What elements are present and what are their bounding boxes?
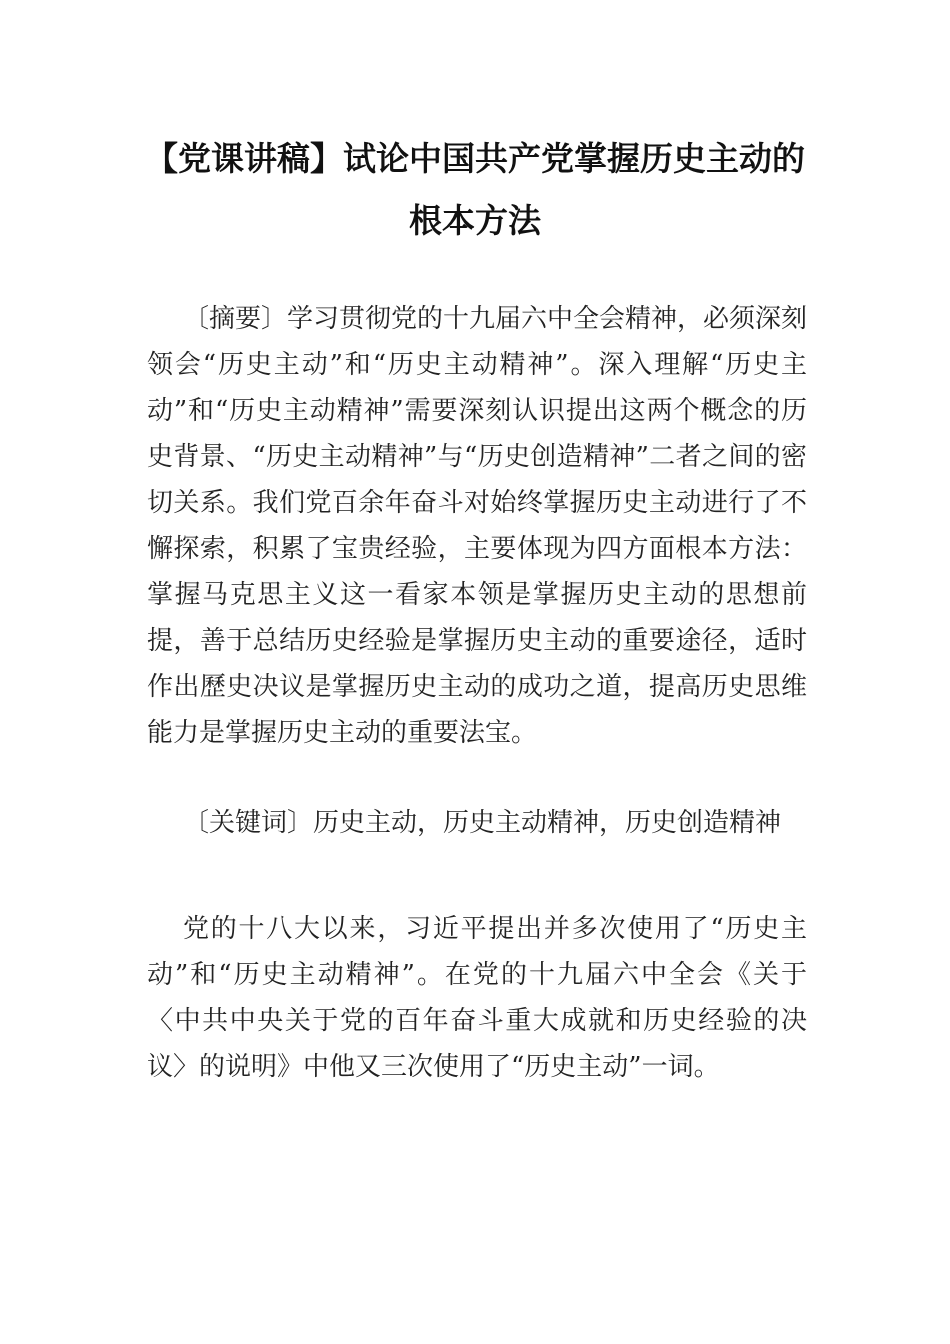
- keywords-paragraph: 〔关键词〕历史主动，历史主动精神，历史创造精神: [183, 808, 782, 838]
- document-title-line-2: 根本方法: [409, 201, 541, 240]
- body-paragraph: 党的十八大以来，习近平提出并多次使用了“历史主动”和“历史主动精神”。在党的十九届六中全会《关于〈中共中央关于党的百年奋斗重大成就和历史经验的决议〉的说明》中他又三次使用了“历史主动”一词。: [147, 914, 807, 1082]
- abstract-paragraph: 〔摘要〕学习贯彻党的十九届六中全会精神，必须深刻领会“历史主动”和“历史主动精神”。深入理解“历史主动”和“历史主动精神”需要深刻认识提出这两个概念的历史背景、“历史主动精神”与“历史创造精神”二者之间的密切关系。我们党百余年奋斗对始终掌握历史主动进行了不懈探索，积累了宝贵经验，主要体现为四方面根本方法：掌握马克思主义这一看家本领是掌握历史主动的思想前提，善于总结历史经验是掌握历史主动的重要途径，适时作出歷史决议是掌握历史主动的成功之道，提高历史思维能力是掌握历史主动的重要法宝。: [147, 304, 808, 748]
- document-title-line-1: 【党课讲稿】试论中国共产党掌握历史主动的: [145, 139, 805, 178]
